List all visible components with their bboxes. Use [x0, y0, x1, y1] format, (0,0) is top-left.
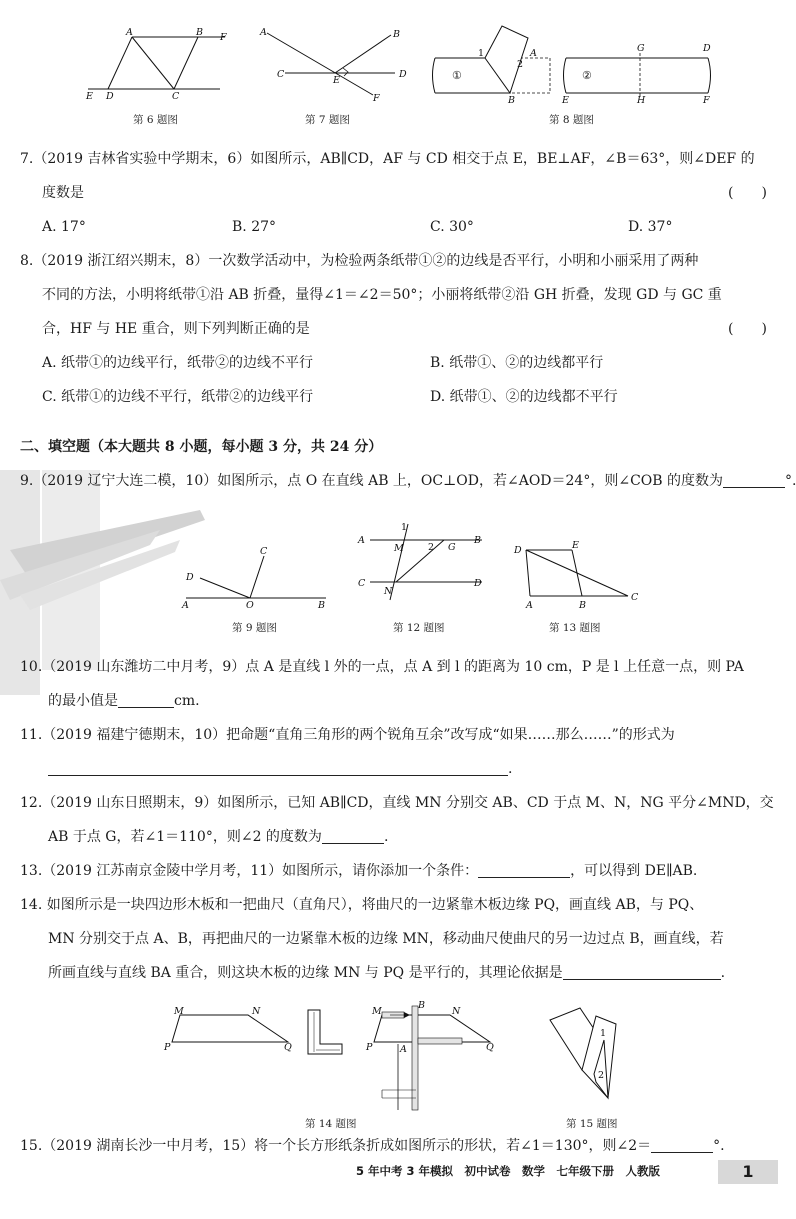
label: C — [631, 592, 639, 603]
q10-stem: 的最小值是 — [48, 693, 118, 709]
q12-blank[interactable] — [322, 829, 384, 844]
q7-line1: 7.（2019 吉林省实验中学期末，6）如图所示，AB∥CD，AF 与 CD 相交于点 E，BE⊥AF，∠B＝63°，则∠DEF 的 — [20, 151, 755, 167]
label: D — [399, 69, 407, 80]
q12-line2 — [48, 828, 388, 846]
label: B — [474, 535, 481, 546]
label: E — [333, 75, 340, 86]
label: B — [508, 95, 515, 106]
q10-line2 — [48, 692, 200, 710]
figure-13 — [510, 540, 650, 615]
label: B — [418, 1000, 425, 1011]
label: A — [526, 600, 533, 611]
label: 2 — [598, 1070, 605, 1081]
label: N — [452, 1006, 461, 1017]
q7-option-a: A. 17° — [42, 219, 86, 235]
label: 1 — [600, 1028, 607, 1039]
q9-tail: °. — [785, 473, 796, 489]
figure-14 — [160, 1000, 494, 1110]
caption-f9: 第 9 题图 — [232, 622, 277, 634]
caption-f14: 第 14 题图 — [305, 1118, 357, 1130]
label: ② — [582, 69, 592, 82]
q8-answer-paren: ( ) — [728, 321, 767, 337]
label: 1 — [478, 48, 485, 59]
q15-stem: 15.（2019 湖南长沙一中月考，15）将一个长方形纸条折成如图所示的形状，若∠1＝130°，则∠2＝ — [20, 1138, 652, 1154]
label: F — [373, 93, 380, 104]
q8-option-c: C. 纸带①的边线不平行，纸带②的边线平行 — [42, 389, 314, 405]
label: D — [703, 43, 711, 54]
label: M — [174, 1006, 184, 1017]
q11-tail: . — [508, 761, 513, 777]
figure-15 — [540, 1000, 650, 1110]
label: O — [246, 600, 254, 611]
label: A — [182, 600, 189, 611]
label: C — [260, 546, 268, 557]
q9-text — [20, 472, 796, 490]
caption-f8: 第 8 题图 — [549, 114, 594, 126]
q13-stem: 13.（2019 江苏南京金陵中学月考，11）如图所示，请你添加一个条件： — [20, 863, 479, 879]
caption-f12: 第 12 题图 — [393, 622, 445, 634]
label: N — [384, 586, 393, 597]
caption-f7: 第 7 题图 — [305, 114, 350, 126]
q11-blank[interactable] — [48, 761, 508, 776]
label: G — [637, 43, 645, 54]
label: B — [196, 27, 203, 38]
label: C — [358, 578, 366, 589]
caption-f13: 第 13 题图 — [549, 622, 601, 634]
label: E — [572, 540, 579, 551]
label: C — [277, 69, 285, 80]
label: A — [530, 48, 537, 59]
label: A — [358, 535, 365, 546]
label: M — [394, 543, 404, 554]
q7-option-b: B. 27° — [232, 219, 277, 235]
q15-tail: °. — [713, 1138, 725, 1154]
footer-text: 5 年中考 3 年模拟 初中试卷 数学 七年级下册 人教版 — [356, 1164, 661, 1178]
q10-tail: cm. — [174, 693, 200, 709]
q14-line1: 14. 如图所示是一块四边形木板和一把曲尺（直角尺），将曲尺的一边紧靠木板边缘 PQ，画直线 AB，与 PQ、 — [20, 897, 704, 913]
label: A — [260, 27, 267, 38]
label: P — [366, 1042, 373, 1053]
label: C — [172, 91, 180, 102]
caption-f15: 第 15 题图 — [566, 1118, 618, 1130]
label: 1 — [401, 522, 408, 533]
q8-line3: 合，HF 与 HE 重合，则下列判断正确的是 — [42, 321, 310, 337]
q11-line1: 11.（2019 福建宁德期末，10）把命题“直角三角形的两个锐角互余”改写成“如果……那么……”的形式为 — [20, 727, 675, 743]
q14-line2: MN 分别交于点 A、B，再把曲尺的一边紧靠木板的边缘 MN，移动曲尺使曲尺的另一边过点 B，画直线，若 — [48, 931, 724, 947]
label: F — [703, 95, 710, 106]
label: A — [400, 1044, 407, 1055]
q8-option-b: B. 纸带①、②的边线都平行 — [430, 355, 604, 371]
figure-12 — [352, 520, 492, 615]
label: A — [126, 27, 133, 38]
q7-answer-paren: ( ) — [728, 185, 767, 201]
q14-stem: 所画直线与直线 BA 重合，则这块木板的边缘 MN 与 PQ 是平行的，其理论依据是 — [48, 965, 563, 981]
label: D — [106, 91, 114, 102]
figure-6 — [80, 25, 240, 105]
q7-option-c: C. 30° — [430, 219, 474, 235]
figure-8 — [430, 18, 730, 108]
q8-option-d: D. 纸带①、②的边线都不平行 — [430, 389, 618, 405]
label: 2 — [517, 59, 524, 70]
label: D — [186, 572, 194, 583]
section-heading: 二、填空题（本大题共 8 小题，每小题 3 分，共 24 分） — [20, 439, 383, 455]
q8-line1: 8.（2019 浙江绍兴期末，8）一次数学活动中，为检验两条纸带①②的边线是否平行，小明和小丽采用了两种 — [20, 253, 699, 269]
figure-9 — [178, 540, 338, 615]
label: E — [562, 95, 569, 106]
figure-7 — [255, 25, 415, 105]
q9-stem: 9.（2019 辽宁大连二模，10）如图所示，点 O 在直线 AB 上，OC⊥OD，若∠AOD＝24°，则∠COB 的度数为 — [20, 473, 723, 489]
q15-line — [20, 1137, 725, 1155]
label: P — [164, 1042, 171, 1053]
label: F — [220, 32, 227, 43]
q7-line2: 度数是 — [42, 185, 84, 201]
label: B — [318, 600, 325, 611]
q10-line1: 10.（2019 山东潍坊二中月考，9）点 A 是直线 l 外的一点，点 A 到 l 的距离为 10 cm，P 是 l 上任意一点，则 PA — [20, 659, 744, 675]
q13-tail: ，可以得到 DE∥AB. — [570, 863, 698, 879]
q13-blank[interactable] — [478, 863, 570, 878]
page-number: 1 — [718, 1160, 778, 1184]
q14-tail: . — [720, 965, 726, 981]
q7-option-d: D. 37° — [628, 219, 673, 235]
q12-tail: . — [383, 829, 389, 845]
q9-blank[interactable] — [723, 473, 785, 488]
label: 2 — [428, 542, 435, 553]
label: H — [637, 95, 646, 106]
label: D — [514, 545, 522, 556]
label: D — [474, 578, 482, 589]
q12-stem: AB 于点 G，若∠1＝110°，则∠2 的度数为 — [48, 829, 322, 845]
label: B — [579, 600, 586, 611]
label: N — [252, 1006, 261, 1017]
q14-line3 — [48, 964, 725, 982]
q15-blank[interactable] — [651, 1138, 713, 1153]
q12-line1: 12.（2019 山东日照期末，9）如图所示，已知 AB∥CD，直线 MN 分别交 AB、CD 于点 M、N，NG 平分∠MND，交 — [20, 795, 774, 811]
caption-f6: 第 6 题图 — [133, 114, 178, 126]
q10-blank[interactable] — [118, 693, 174, 708]
label: G — [448, 542, 456, 553]
label: Q — [486, 1042, 494, 1053]
q8-option-a: A. 纸带①的边线平行，纸带②的边线不平行 — [42, 355, 314, 371]
q11-line2 — [48, 760, 512, 778]
label: B — [393, 29, 400, 40]
q8-line2: 不同的方法，小明将纸带①沿 AB 折叠，量得∠1＝∠2＝50°；小丽将纸带②沿 GH 折叠，发现 GD 与 GC 重 — [42, 287, 722, 303]
label: ① — [452, 69, 462, 82]
q14-blank[interactable] — [563, 965, 721, 980]
label: E — [86, 91, 93, 102]
q13-line — [20, 862, 697, 880]
label: M — [372, 1006, 382, 1017]
label: Q — [284, 1042, 292, 1053]
